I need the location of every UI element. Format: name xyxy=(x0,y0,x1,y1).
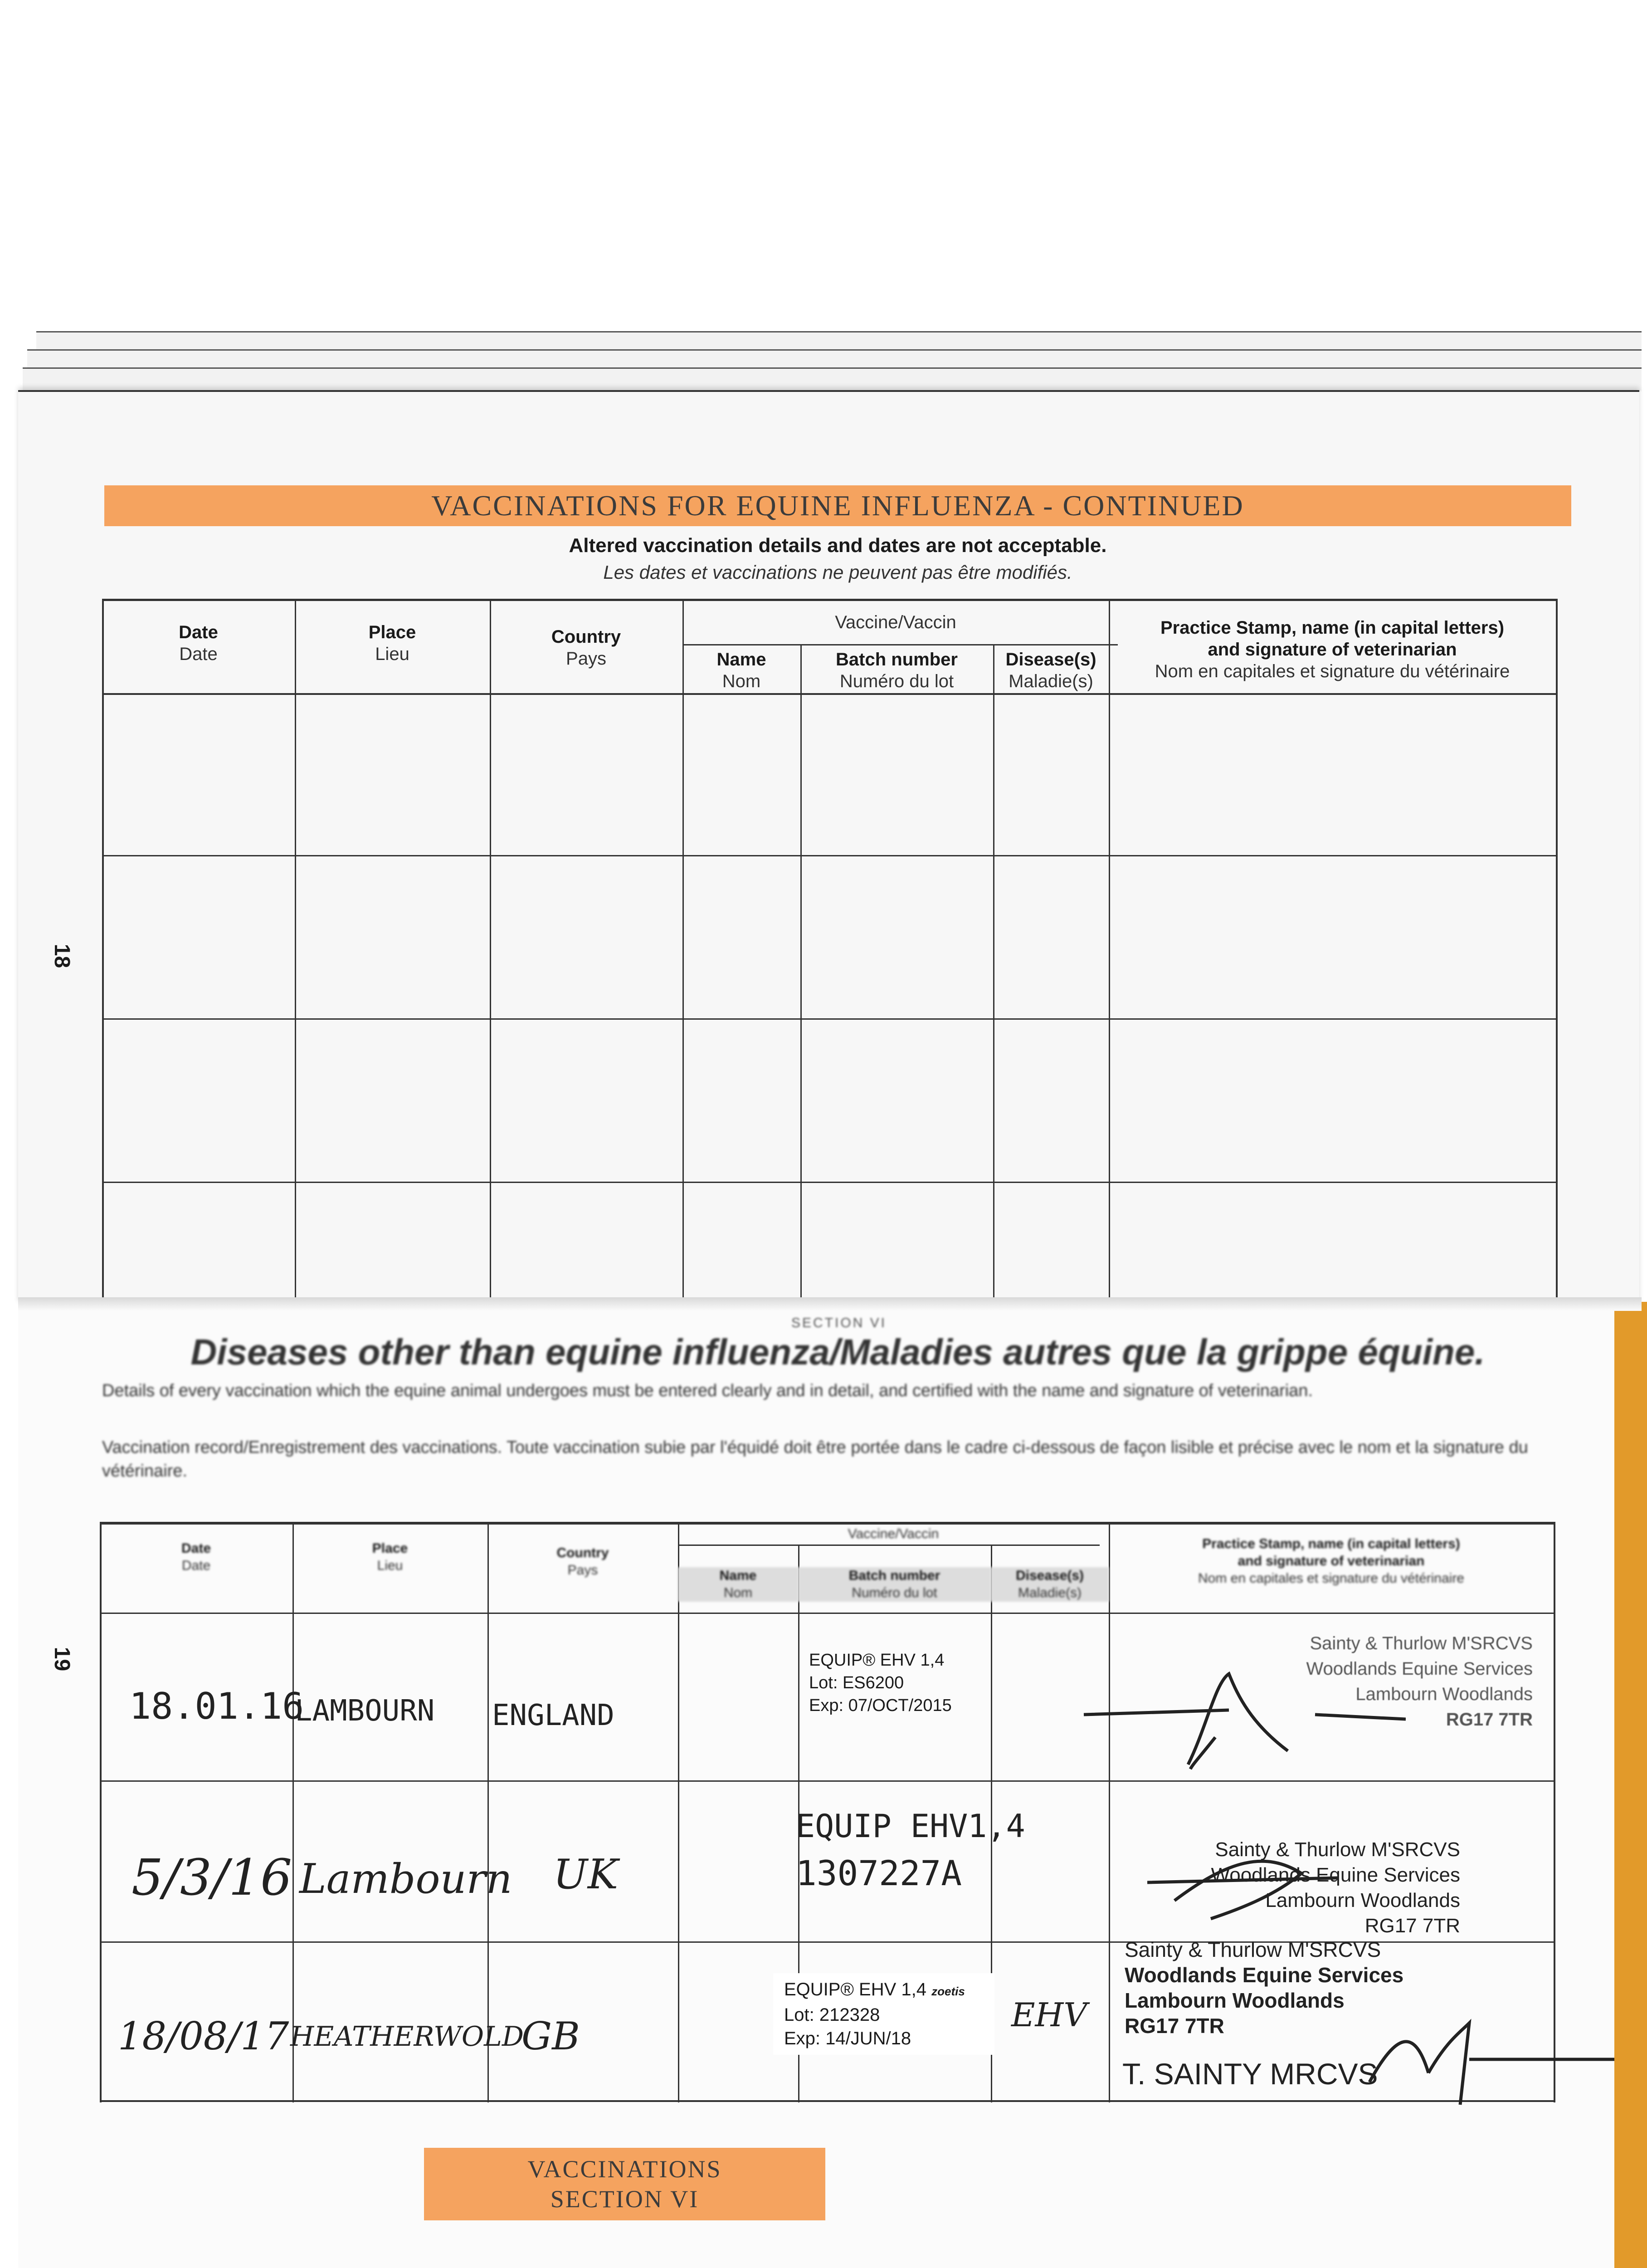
row1-country: ENGLAND xyxy=(492,1699,614,1732)
col-date: Date Date xyxy=(181,1541,211,1573)
col-place: Place Lieu xyxy=(372,1541,408,1573)
col-place: Place Lieu xyxy=(368,622,416,664)
col-batch: Batch number Numéro du lot xyxy=(798,1567,991,1602)
page-stack-edge xyxy=(27,349,1642,369)
row2-place: Lambourn xyxy=(299,1855,512,1903)
section-footer-tab: VACCINATIONS SECTION VI xyxy=(424,2148,825,2220)
row1-place: LAMBOURN xyxy=(295,1694,435,1728)
row2-practice-stamp: Sainty & Thurlow M'SRCVS Woodlands Equine Services Lambourn Woodlands RG17 7TR xyxy=(1211,1838,1460,1937)
row3-date: 18/08/17 xyxy=(118,2014,289,2058)
instructions-english: Details of every vaccination which the equine animal undergoes must be entered clearly and in detail, and certified with the name and signature of veterinarian. xyxy=(102,1381,1313,1400)
warning-french: Les dates et vaccinations ne peuvent pas être modifiés. xyxy=(603,562,1072,583)
instructions-french: Vaccination record/Enregistrement des vaccinations. Toute vaccination subie par l'équidé doit être portée dans le cadre ci-dessous de façon lisible et précise avec le nom et la signature du vétérinaire. xyxy=(102,1438,1528,1481)
warning-english: Altered vaccination details and dates are not acceptable. xyxy=(569,534,1107,557)
influenza-vaccination-table xyxy=(102,599,1558,1297)
col-vaccine-group: Vaccine/Vaccin xyxy=(848,1526,939,1541)
col-disease: Disease(s) Maladie(s) xyxy=(1005,650,1096,691)
col-stamp: Practice Stamp, name (in capital letters) and signature of veterinarian Nom en capitales et signature du vétérinaire xyxy=(1155,618,1510,681)
page-number-19: 19 xyxy=(50,1647,74,1672)
spine-shadow xyxy=(18,1297,1642,1311)
row3-place: HEATHERWOLD xyxy=(290,2021,524,2053)
row2-batch-line2: 1307227A xyxy=(796,1853,962,1893)
row3-practice-stamp: Sainty & Thurlow M'SRCVS Woodlands Equine Services Lambourn Woodlands RG17 7TR xyxy=(1125,1938,1404,2038)
row1-practice-stamp: Sainty & Thurlow M'SRCVS Woodlands Equine Services Lambourn Woodlands RG17 7TR xyxy=(1306,1633,1533,1730)
row2-batch-line1: EQUIP EHV1,4 xyxy=(796,1808,1025,1845)
page-number-18: 18 xyxy=(50,943,74,968)
row3-vet-name: T. SAINTY MRCVS xyxy=(1122,2057,1378,2091)
col-stamp: Practice Stamp, name (in capital letters) and signature of veterinarian Nom en capitales et signature du vétérinaire xyxy=(1198,1536,1464,1586)
row3-signature xyxy=(1360,2014,1614,2114)
row3-disease: EHV xyxy=(1011,1996,1087,2034)
col-batch: Batch number Numéro du lot xyxy=(836,650,958,691)
col-disease: Disease(s) Maladie(s) xyxy=(991,1567,1109,1602)
row1-batch-sticker: EQUIP® EHV 1,4 Lot: ES6200 Exp: 07/OCT/2015 xyxy=(809,1651,952,1715)
col-name: Name Nom xyxy=(716,650,766,691)
page-stack-edge xyxy=(23,367,1642,391)
row2-signature xyxy=(1147,1842,1383,1923)
other-diseases-heading: Diseases other than equine influenza/Maladies autres que la grippe équine. xyxy=(190,1332,1485,1372)
row2-country: UK xyxy=(553,1851,619,1898)
col-name: Name Nom xyxy=(678,1567,798,1602)
row1-signature xyxy=(1079,1656,1406,1774)
col-vaccine-group: Vaccine/Vaccin xyxy=(835,612,956,632)
section-label: SECTION VI xyxy=(791,1315,887,1330)
row3-batch-sticker: EQUIP® EHV 1,4 zoetis Lot: 212328 Exp: 14/JUN/18 xyxy=(773,1973,994,2055)
cover-edge xyxy=(1614,1302,1647,2268)
equine-influenza-banner: VACCINATIONS FOR EQUINE INFLUENZA - CONTINUED xyxy=(104,485,1571,526)
row2-date: 5/3/16 xyxy=(132,1848,292,1906)
col-date: Date Date xyxy=(179,622,218,664)
row1-date: 18.01.16 xyxy=(129,1685,304,1727)
col-country: Country Pays xyxy=(551,627,621,669)
page-stack-edge xyxy=(36,331,1642,351)
row3-country: GB xyxy=(521,2014,580,2058)
col-country: Country Pays xyxy=(556,1545,609,1578)
